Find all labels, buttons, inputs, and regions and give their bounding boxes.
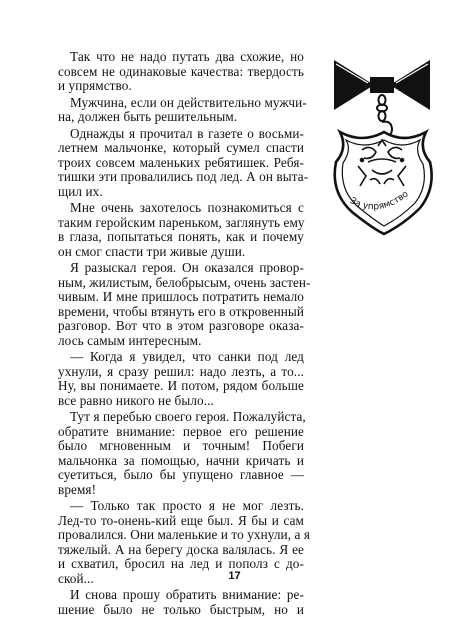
text-line: разговор. Вот что в этом разговоре оказа- bbox=[58, 319, 304, 334]
ribbon-icon bbox=[334, 60, 430, 110]
text-line: Я разыскал героя. Он оказался провор- bbox=[58, 261, 304, 276]
text-line: на, должен быть решительным. bbox=[58, 110, 304, 125]
text-line: мальчонка за помощью, начни кричать и bbox=[58, 454, 304, 469]
text-line: — Когда я увидел, что санки под лед bbox=[58, 350, 304, 365]
text-line: было мгновенным и точным! Побеги bbox=[58, 439, 304, 454]
text-line: Тут я перебью своего героя. Пожалуйста, bbox=[58, 410, 304, 425]
text-line: ухнули, я сразу решил: надо лезть, а то... bbox=[58, 365, 304, 380]
text-line: ской... bbox=[58, 572, 304, 587]
text-line: чивым. И мне пришлось потратить немало bbox=[58, 290, 304, 305]
text-line: ным, жилистым, белобрысым, очень застен- bbox=[58, 276, 304, 291]
text-line: Мне очень захотелось познакомиться с bbox=[58, 201, 304, 216]
text-line: и схватил, бросил на лед и пополз с до- bbox=[58, 557, 304, 572]
text-line: Лед-то то-онень-кий еще был. Я бы и сам bbox=[58, 514, 304, 529]
text-line: троих совсем маленьких ребятишек. Ребя- bbox=[58, 156, 304, 171]
body-text bbox=[58, 50, 304, 617]
medal-illustration bbox=[322, 52, 442, 237]
text-line: он смог спасти три живые души. bbox=[58, 245, 304, 260]
text-line: шение было не только быстрым, но и bbox=[58, 603, 304, 617]
text-line: суетиться, было бы упущено главное — bbox=[58, 468, 304, 483]
text-line: летнем мальчонке, который сумел спасти bbox=[58, 141, 304, 156]
text-line: — Только так просто я не мог лезть. bbox=[58, 499, 304, 514]
medal-inscription: За упрямство bbox=[348, 189, 411, 212]
text-line: тяжелый. А на берегу доска валялась. Я ее bbox=[58, 543, 304, 558]
text-line: Мужчина, если он действительно мужчи- bbox=[58, 96, 304, 111]
text-line: таким геройским пареньком, заглянуть ему bbox=[58, 216, 304, 231]
text-line: в глаза, попытаться понять, как и почему bbox=[58, 230, 304, 245]
chain-icon bbox=[377, 95, 387, 121]
text-line: провалился. Они маленькие и то ухнули, а я bbox=[58, 528, 304, 543]
text-line: тишки эти провалились под лед. А он выта- bbox=[58, 170, 304, 185]
text-line: время! bbox=[58, 483, 304, 498]
text-line: совсем не одинаковые качества: твердость bbox=[58, 65, 304, 80]
text-line: Ну, вы понимаете. И потом, рядом больше bbox=[58, 379, 304, 394]
text-line: лось самым интересным. bbox=[58, 334, 304, 349]
page-number: 17 bbox=[0, 570, 469, 582]
text-line: времени, чтобы втянуть его в откровенный bbox=[58, 305, 304, 320]
text-line: обратите внимание: первое его решение bbox=[58, 425, 304, 440]
shield-icon bbox=[335, 132, 432, 234]
text-line: и упрямство. bbox=[58, 79, 304, 94]
text-line: И снова прошу обратить внимание: ре- bbox=[58, 588, 304, 603]
text-line: Однажды я прочитал в газете о восьми- bbox=[58, 127, 304, 142]
text-line: Так что не надо путать два схожие, но bbox=[58, 50, 304, 65]
text-line: щил их. bbox=[58, 185, 304, 200]
text-line: все равно никого не было... bbox=[58, 394, 304, 409]
